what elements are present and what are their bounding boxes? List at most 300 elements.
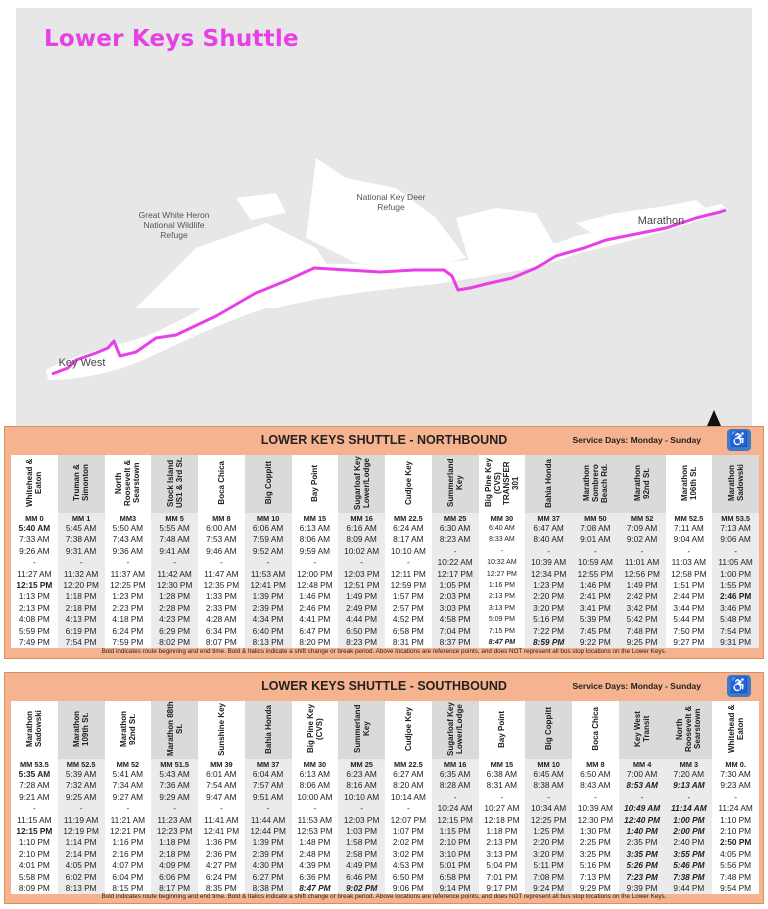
time-cell: 11:53 AM	[297, 814, 333, 825]
time-cell: 3:10 PM	[432, 849, 479, 860]
stop-header	[432, 455, 479, 513]
time-cell: 7:53 AM	[206, 534, 237, 545]
time-cell: 12:15 PM	[432, 815, 479, 826]
mile-marker: MM 52.5	[58, 759, 105, 769]
time-cell: 6:13 AM	[299, 523, 331, 533]
time-cell: 3:03 PM	[432, 603, 479, 614]
time-cell: 1:05 PM	[432, 580, 479, 591]
time-cell: 11:19 AM	[58, 815, 105, 826]
schedule-row	[11, 872, 759, 883]
time-cell: 9:22 PM	[572, 637, 619, 648]
wheelchair-accessible-icon: ♿	[727, 675, 751, 697]
time-cell: -	[313, 803, 317, 814]
time-cell: 6:06 PM	[151, 872, 198, 883]
time-cell: -	[500, 547, 504, 555]
time-cell: 2:40 PM	[666, 837, 713, 848]
time-cell: 9:27 PM	[673, 637, 705, 648]
time-cell: -	[151, 803, 198, 814]
stop-header	[572, 455, 619, 513]
time-cell: 8:06 AM	[299, 534, 331, 545]
time-cell: 10:10 AM	[338, 792, 385, 803]
time-cell: -	[245, 557, 292, 568]
time-cell: 1:30 PM	[579, 826, 611, 837]
time-cell: 7:22 PM	[525, 626, 572, 637]
time-cell: 3:35 PM	[619, 849, 666, 860]
time-cell: 8:40 AM	[525, 534, 572, 545]
time-cell: 7:33 AM	[19, 534, 50, 545]
time-cell: 11:47 AM	[204, 568, 239, 579]
stop-name: Big Coppitt	[544, 707, 554, 751]
time-cell: 2:39 PM	[245, 603, 292, 614]
mile-marker: MM 0	[25, 513, 44, 523]
time-cell: -	[313, 557, 317, 568]
time-cell: 6:34 PM	[205, 625, 237, 636]
time-cell: 9:39 PM	[619, 883, 666, 894]
time-cell: 7:23 PM	[619, 872, 666, 883]
time-cell: 9:21 AM	[19, 791, 50, 802]
time-cell: 8:59 PM	[525, 637, 572, 648]
time-cell: 5:44 PM	[673, 614, 705, 625]
time-cell: 1:33 PM	[205, 591, 237, 602]
southbound-schedule-table	[11, 701, 759, 894]
time-cell: 6:16 AM	[338, 523, 385, 534]
time-cell: 10:49 AM	[619, 803, 666, 814]
time-cell: 10:14 AM	[390, 791, 426, 802]
schedule-row	[11, 603, 759, 614]
stop-header	[385, 701, 432, 759]
time-cell: 6:50 AM	[580, 769, 611, 779]
time-cell: 6:45 AM	[525, 769, 572, 780]
mile-marker: MM 25	[338, 759, 385, 769]
time-cell: -	[666, 792, 713, 803]
schedule-row	[11, 826, 759, 837]
time-cell: 12:41 PM	[203, 826, 240, 837]
time-cell: 4:05 PM	[720, 848, 752, 859]
time-cell: 4:13 PM	[58, 614, 105, 625]
stop-header	[525, 701, 572, 759]
stop-name: Big Coppitt	[263, 461, 273, 505]
time-cell: 7:48 PM	[619, 626, 666, 637]
time-cell: 9:59 AM	[299, 545, 331, 556]
time-cell: -	[245, 803, 292, 814]
time-cell: 1:49 PM	[619, 580, 666, 591]
mile-marker: MM 5	[151, 513, 198, 523]
time-cell: 7:08 AM	[572, 523, 619, 534]
time-cell: 12:07 PM	[390, 814, 427, 825]
time-cell: 3:13 PM	[486, 848, 518, 859]
time-cell: 2:20 PM	[525, 837, 572, 848]
time-cell: -	[32, 803, 36, 814]
stop-header	[525, 455, 572, 513]
label-marathon: Marathon	[637, 215, 685, 227]
time-cell: 3:20 PM	[525, 849, 572, 860]
time-cell: 2:39 PM	[245, 849, 292, 860]
stop-name: Marathon Sadowski	[726, 464, 745, 502]
mile-marker: MM 50	[572, 513, 619, 523]
time-cell: 8:15 PM	[112, 883, 144, 894]
time-cell: 2:49 PM	[338, 603, 385, 614]
time-cell: 1:18 PM	[486, 826, 518, 837]
time-cell: 2:14 PM	[58, 849, 105, 860]
time-cell: 6:40 AM	[489, 525, 515, 532]
schedule-row	[11, 580, 759, 591]
time-cell: 6:04 PM	[112, 871, 144, 882]
time-cell: 1:03 PM	[338, 826, 385, 837]
time-cell: 5:39 PM	[572, 614, 619, 625]
time-cell: 8:17 AM	[393, 534, 424, 545]
time-cell: 6:27 AM	[393, 769, 424, 779]
mile-marker: MM 30	[303, 759, 327, 769]
time-cell: 10:59 AM	[572, 557, 619, 568]
time-cell: 2:50 PM	[719, 837, 752, 848]
time-cell: 9:01 AM	[572, 534, 619, 545]
time-cell: 12:20 PM	[58, 580, 105, 591]
time-cell: 2:13 PM	[486, 837, 518, 848]
time-cell: 12:11 PM	[390, 568, 426, 579]
time-cell: 11:37 AM	[110, 568, 146, 579]
time-cell: 8:31 PM	[392, 637, 424, 648]
time-cell: 1:16 PM	[112, 837, 144, 848]
time-cell: 5:04 PM	[486, 860, 518, 871]
time-cell: 4:07 PM	[112, 860, 144, 871]
mile-marker: MM 4	[619, 759, 666, 769]
time-cell: 4:39 PM	[299, 860, 331, 871]
northbound-panel	[4, 426, 764, 659]
time-cell: 2:46 PM	[299, 602, 331, 613]
time-cell: 9:17 PM	[486, 883, 518, 894]
time-cell: 5:26 PM	[619, 860, 666, 871]
time-cell: 8:16 AM	[338, 780, 385, 791]
time-cell: 8:20 PM	[299, 637, 331, 648]
time-cell: 4:41 PM	[299, 614, 331, 625]
time-cell: 7:54 PM	[58, 637, 105, 648]
time-cell: -	[151, 557, 198, 568]
time-cell: 5:43 AM	[151, 769, 198, 780]
schedule-row	[11, 849, 759, 860]
time-cell: 6:24 PM	[112, 625, 144, 636]
time-cell: 1:16 PM	[488, 582, 515, 590]
label-key-west: Key West	[58, 357, 106, 369]
schedule-row	[11, 637, 759, 648]
time-cell: 12:03 PM	[338, 815, 385, 826]
stop-name: Marathon 92nd St.	[633, 465, 652, 501]
time-cell: 5:45 AM	[58, 523, 105, 534]
time-cell: 12:30 PM	[151, 580, 198, 591]
schedule-row	[11, 815, 759, 826]
mile-marker: MM 8	[212, 513, 231, 523]
time-cell: 1:39 PM	[245, 591, 292, 602]
time-cell: 12:17 PM	[432, 569, 479, 580]
time-cell: 12:53 PM	[297, 826, 333, 837]
stop-name: Boca Chica	[590, 707, 600, 751]
mile-marker: MM 22.5	[393, 759, 423, 769]
time-cell: 4:34 PM	[245, 614, 292, 625]
time-cell: 8:20 AM	[393, 780, 424, 791]
schedule-row	[11, 591, 759, 602]
time-cell: 7:11 AM	[673, 523, 704, 533]
time-cell: 1:10 PM	[18, 837, 50, 848]
time-cell: 7:45 PM	[572, 626, 619, 637]
stop-header	[712, 701, 759, 759]
time-cell: 9:14 PM	[432, 883, 479, 894]
time-cell: 6:35 AM	[432, 769, 479, 780]
time-cell: -	[126, 557, 130, 568]
time-cell: 8:23 PM	[338, 637, 385, 648]
time-cell: 9:47 AM	[206, 791, 237, 802]
stop-header	[292, 455, 339, 513]
mile-marker: MM 30	[490, 513, 514, 523]
time-cell: 8:09 AM	[338, 534, 385, 545]
stop-name: Whitehead & Eaton	[25, 458, 44, 508]
stop-name: Boca Chica	[216, 461, 226, 505]
time-cell: 2:23 PM	[112, 602, 144, 613]
mile-marker: MM 3	[666, 759, 713, 769]
time-cell: 2:57 PM	[392, 602, 424, 613]
time-cell: 9:29 AM	[151, 792, 198, 803]
time-cell: 9:44 PM	[666, 883, 713, 894]
stop-header	[198, 701, 245, 759]
time-cell: 12:15 PM	[16, 580, 53, 591]
northbound-schedule-table	[11, 455, 759, 648]
time-cell: 6:27 PM	[245, 872, 292, 883]
time-cell: 2:02 PM	[392, 837, 424, 848]
time-cell: 11:23 AM	[151, 815, 198, 826]
time-cell: 12:51 PM	[338, 580, 385, 591]
time-cell: -	[525, 792, 572, 803]
time-cell: -	[619, 792, 666, 803]
time-cell: 1:48 PM	[299, 837, 331, 848]
time-cell: -	[525, 546, 572, 557]
time-cell: 5:55 AM	[151, 523, 198, 534]
time-cell: 1:46 PM	[299, 591, 331, 602]
time-cell: -	[619, 546, 666, 557]
time-cell: 4:05 PM	[58, 860, 105, 871]
time-cell: 8:07 PM	[205, 637, 237, 648]
time-cell: 2:10 PM	[432, 837, 479, 848]
stop-name: Cudjoe Key	[403, 460, 413, 505]
time-cell: 3:46 PM	[712, 603, 759, 614]
stop-name: Marathon 88th St.	[165, 701, 184, 757]
stop-name: Bay Point	[497, 710, 507, 748]
time-cell: 4:53 PM	[392, 860, 424, 871]
mile-marker: MM 16	[338, 513, 385, 523]
time-cell: 4:28 AM	[206, 614, 237, 625]
time-cell: 3:02 PM	[392, 848, 424, 859]
time-cell: 1:40 PM	[619, 826, 666, 837]
time-cell: 2:58 PM	[338, 849, 385, 860]
time-cell: 7:59 PM	[112, 637, 144, 648]
time-cell: 12:30 PM	[577, 814, 614, 825]
time-cell: -	[338, 803, 385, 814]
time-cell: 12:19 PM	[58, 826, 105, 837]
schedule-row	[11, 523, 759, 534]
stop-header	[11, 455, 58, 513]
mile-marker: MM 16	[432, 759, 479, 769]
time-cell: -	[219, 803, 223, 814]
time-cell: 10:22 AM	[432, 557, 479, 568]
time-cell: 6:04 AM	[245, 769, 292, 780]
time-cell: 7:01 PM	[486, 871, 518, 882]
time-cell: 7:04 PM	[432, 626, 479, 637]
time-cell: 5:40 AM	[18, 523, 51, 533]
time-cell: 1:58 PM	[338, 837, 385, 848]
time-cell: 12:25 PM	[525, 815, 572, 826]
stop-name: North Roosevelt & Searstown	[675, 705, 703, 753]
time-cell: 10:32 AM	[487, 559, 517, 567]
mile-marker: MM 52.5	[674, 513, 704, 523]
time-cell: 9:52 AM	[245, 546, 292, 557]
stop-header	[338, 701, 385, 759]
time-cell: -	[406, 557, 410, 568]
time-cell: 4:23 PM	[151, 614, 198, 625]
time-cell: 1:10 PM	[720, 814, 752, 825]
time-cell: 12:56 PM	[619, 569, 666, 580]
time-cell: 2:03 PM	[432, 591, 479, 602]
time-cell: 3:25 PM	[579, 848, 611, 859]
stop-name: Cudjoe Key	[403, 706, 413, 751]
time-cell: 8:17 PM	[151, 883, 198, 894]
label-national-key-deer: National Key Deer Refuge	[356, 192, 426, 212]
stop-name: Bahia Honda	[263, 704, 273, 754]
mile-marker: MM 22.5	[393, 513, 423, 523]
time-cell: 1:13 PM	[18, 591, 50, 602]
time-cell: 7:32 AM	[58, 780, 105, 791]
time-cell: 2:36 PM	[205, 848, 237, 859]
time-cell: 6:29 PM	[151, 626, 198, 637]
schedule-row	[11, 626, 759, 637]
time-cell: 9:02 AM	[619, 534, 666, 545]
time-cell: 12:15 PM	[16, 826, 53, 837]
time-cell: -	[58, 803, 105, 814]
stop-name: Summerland Key	[352, 704, 371, 754]
time-cell: 2:20 PM	[525, 591, 572, 602]
southbound-panel	[4, 672, 764, 904]
time-cell: 6:02 PM	[58, 872, 105, 883]
northbound-note: Bold indicates route beginning and end time. Bold & Italics indicate a shift change or break period. Above locations are reference points, and does NOT represent all bus stop locations on the Lower Keys.	[101, 648, 667, 655]
up-arrow-icon	[707, 410, 721, 426]
time-cell: 1:51 PM	[673, 580, 705, 591]
time-cell: 1:23 PM	[112, 591, 144, 602]
stop-header	[572, 701, 619, 759]
time-cell: 3:13 PM	[488, 604, 515, 612]
time-cell: 9:25 AM	[58, 792, 105, 803]
time-cell: -	[432, 546, 479, 557]
time-cell: 8:23 AM	[432, 534, 479, 545]
time-cell: 9:04 AM	[673, 534, 705, 545]
mile-marker: MM 52	[116, 759, 140, 769]
time-cell: 11:41 AM	[204, 814, 239, 825]
time-cell: 12:48 PM	[297, 580, 333, 591]
stop-header	[105, 455, 152, 513]
time-cell: 9:51 AM	[245, 792, 292, 803]
schedule-row	[11, 534, 759, 545]
southbound-note: Bold indicates route beginning and end time. Bold & Italics indicate a shift change or break period. Above locations are reference points, and does NOT represent all bus stop locations on the Lower Keys.	[101, 893, 667, 900]
time-cell: 11:21 AM	[110, 814, 146, 825]
stop-name: Truman & Simonton	[72, 464, 91, 502]
time-cell: 7:49 PM	[18, 637, 50, 648]
time-cell: 6:40 PM	[245, 626, 292, 637]
time-cell: 2:33 PM	[205, 602, 237, 613]
time-cell: 7:30 AM	[720, 769, 751, 779]
time-cell: 7:00 AM	[619, 769, 666, 780]
time-cell: 6:06 AM	[245, 523, 292, 534]
time-cell: 4:27 PM	[205, 860, 237, 871]
time-cell: 4:30 PM	[245, 860, 292, 871]
time-cell: 7:13 PM	[579, 871, 611, 882]
time-cell: 3:20 PM	[525, 603, 572, 614]
time-cell: 2:13 PM	[18, 602, 50, 613]
time-cell: 9:06 AM	[712, 534, 759, 545]
mile-marker: MM 10	[245, 513, 292, 523]
time-cell: 1:00 PM	[666, 815, 713, 826]
mile-marker: MM 37	[525, 513, 572, 523]
time-cell: 6:01 AM	[206, 769, 237, 779]
time-cell: -	[432, 792, 479, 803]
time-cell: 2:18 PM	[151, 849, 198, 860]
time-cell: 11:14 AM	[666, 803, 713, 814]
time-cell: 1:36 PM	[205, 837, 237, 848]
time-cell: 8:13 PM	[58, 883, 105, 894]
time-cell: 9:36 AM	[112, 545, 144, 556]
time-cell: 12:34 PM	[525, 569, 572, 580]
time-cell: 12:58 PM	[671, 568, 707, 579]
time-cell: 4:44 PM	[338, 614, 385, 625]
schedule-row	[11, 569, 759, 580]
stop-header	[151, 701, 198, 759]
time-cell: 7:59 AM	[245, 534, 292, 545]
time-cell: 5:35 AM	[18, 769, 51, 779]
mile-marker: MM 15	[490, 759, 514, 769]
time-cell: 7:36 AM	[151, 780, 198, 791]
mile-marker: MM 37	[245, 759, 292, 769]
mile-marker: MM 52	[619, 513, 666, 523]
time-cell: 5:59 PM	[18, 625, 50, 636]
time-cell: 12:44 PM	[245, 826, 292, 837]
time-cell: -	[572, 546, 619, 557]
time-cell: 10:39 AM	[525, 557, 572, 568]
schedule-row	[11, 860, 759, 871]
time-cell: 10:02 AM	[338, 546, 385, 557]
time-cell: 6:30 AM	[432, 523, 479, 534]
schedule-row	[11, 803, 759, 814]
time-cell: 6:58 PM	[392, 625, 424, 636]
time-cell: 4:58 PM	[432, 614, 479, 625]
time-cell: 9:31 AM	[58, 546, 105, 557]
mile-marker: MM 10	[525, 759, 572, 769]
time-cell: 9:54 PM	[720, 883, 752, 894]
time-cell: 9:27 AM	[112, 791, 144, 802]
time-cell: 6:24 PM	[205, 871, 237, 882]
schedule-row	[11, 780, 759, 791]
stop-header	[619, 455, 666, 513]
time-cell: 4:01 PM	[18, 860, 50, 871]
time-cell: 7:28 AM	[19, 780, 50, 791]
time-cell: -	[712, 546, 759, 557]
stop-name: Sugarloaf Key Lower/Lodge	[446, 702, 465, 756]
time-cell: 10:27 AM	[484, 803, 520, 814]
time-cell: 2:25 PM	[579, 837, 611, 848]
schedule-row	[11, 546, 759, 557]
time-cell: 8:09 PM	[18, 883, 50, 894]
time-cell: 7:09 AM	[619, 523, 666, 534]
mile-marker: MM 0.	[725, 759, 746, 769]
time-cell: 2:18 PM	[58, 603, 105, 614]
mile-marker: MM 51.5	[151, 759, 198, 769]
stop-header	[619, 701, 666, 759]
time-cell: 6:36 PM	[299, 871, 331, 882]
time-cell: -	[219, 557, 223, 568]
stop-header	[479, 455, 526, 513]
